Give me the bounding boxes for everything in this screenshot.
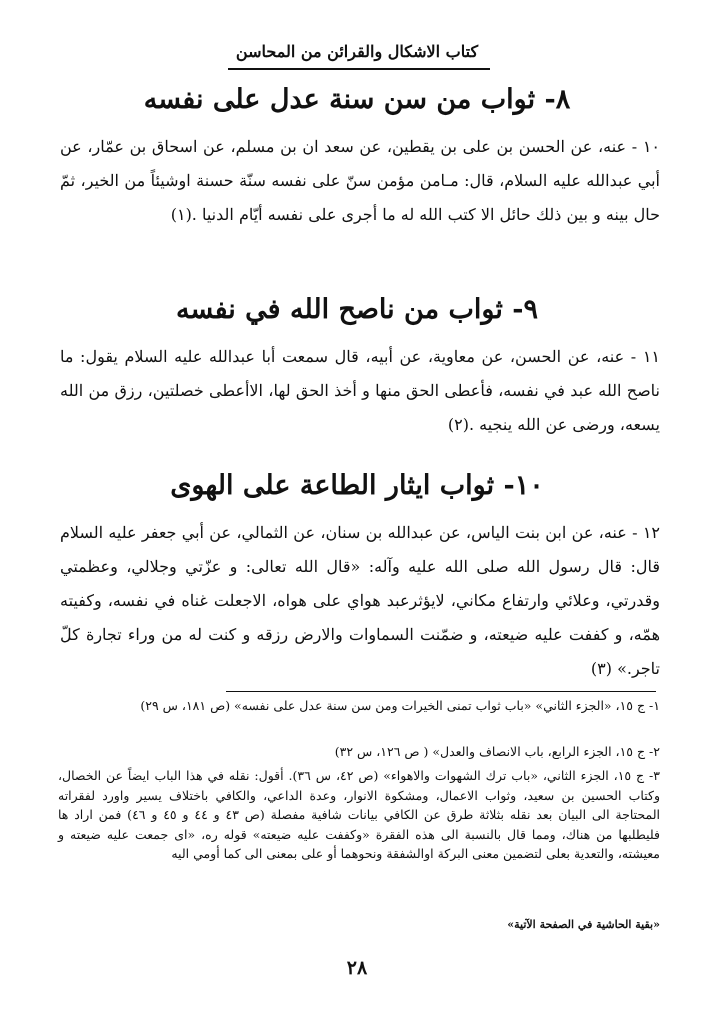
hadith-10: ١٠ - عنه، عن الحسن بن على بن يقطين، عن سعد ان بن مسلم، عن اسحاق بن عمّار، عن أبي عبدالله عليه السلام، قال: مـامن مؤمن سنّ على نفسه سنّة حسنة اوشيئاً من الخير، ثمّ حال بينه و بين ذلك حائل الا كتب الله له ما أجرى على نفسه أيّام الدنيا .(١) (60, 137, 661, 224)
hadith-11: ١١ - عنه، عن الحسن، عن معاوية، عن أبيه، قال سمعت أبا عبدالله عليه السلام يقول: ما ناصح الله عبد في نفسه، فأعطى الحق منها و أخذ الحق لها، الاأعطى خصلتين، رزق من الله يسعه، ورضى عن الله ينجيه .(٢) (60, 347, 660, 434)
footnote-1: ١- ج ١٥، «الجزء الثاني» «باب ثواب تمنى الخيرات ومن سن سنة عدل على نفسه» (ص ١٨١، س ٢٩) (140, 698, 660, 713)
running-head: كتاب الاشكال والقرائن من المحاسن (235, 42, 479, 61)
hadith-12: ١٢ - عنه، عن ابن بنت الياس، عن عبدالله بن سنان، عن الثمالي، عن أبي جعفر عليه السلام قال: قال رسول الله صلى الله عليه وآله: «قال الله تعالى: و عزّتي وجلالي، وعظمتي وقدرتي، وعلائي وارتفاع مكاني، لايؤثرعبد هواي على هواه، الاجعلت غناه في نفسه، وكفيته همّه، و كففت عليه ضيعته، و ضمّنت السماوات والارض رزقه و كنت له من وراء تجارة كلّ تاجر.» (٣) (60, 523, 660, 678)
footnote-divider (226, 691, 656, 692)
running-head-rule (228, 68, 490, 70)
section-heading-10: ١٠- ثواب ايثار الطاعة على الهوى (170, 470, 544, 501)
section-heading-8: ٨- ثواب من سن سنة عدل على نفسه (143, 84, 571, 115)
section-heading-9: ٩- ثواب من ناصح الله في نفسه (176, 294, 538, 325)
footnote-2: ٢- ج ١٥، الجزء الرابع، باب الانصاف والعدل» ( ص ١٢٦، س ٣٢) (334, 744, 660, 759)
page-number: ٢٨ (346, 957, 368, 979)
footnote-continuation: «بقية الحاشية في الصفحة الآتية» (507, 918, 660, 931)
footnote-3: ٣- ج ١٥، الجزء الثاني، «باب ترك الشهوات والاهواء» (ص ٤٢، س ٣٦). أقول: نقله في هذا الباب ايضاً عن الخصال، وكتاب الحسين بن سعيد، وثواب الاعمال، ومشكوة الانوار، وعدة الداعي، والكافي باختلاف يسير واورد لفقراته المحتاجة الى البيان بعد نقله بثلاثة طرق عن الكافي بيانات شافية مفصلة (ص ٤٣ و ٤٤ و ٤٥ و ٤٦) فمن اراد ها فليطلبها من هناك، ومما قال بالنسبة الى هذه الفقرة «وكففت عليه ضيعته» قوله ره، «اى جمعت عليه ضيعته و معيشته، والتعدية بعلى لتضمين معنى البركة اوالشفقة ونحوهما أو على بمعنى الى كما أومي اليه (58, 768, 661, 861)
